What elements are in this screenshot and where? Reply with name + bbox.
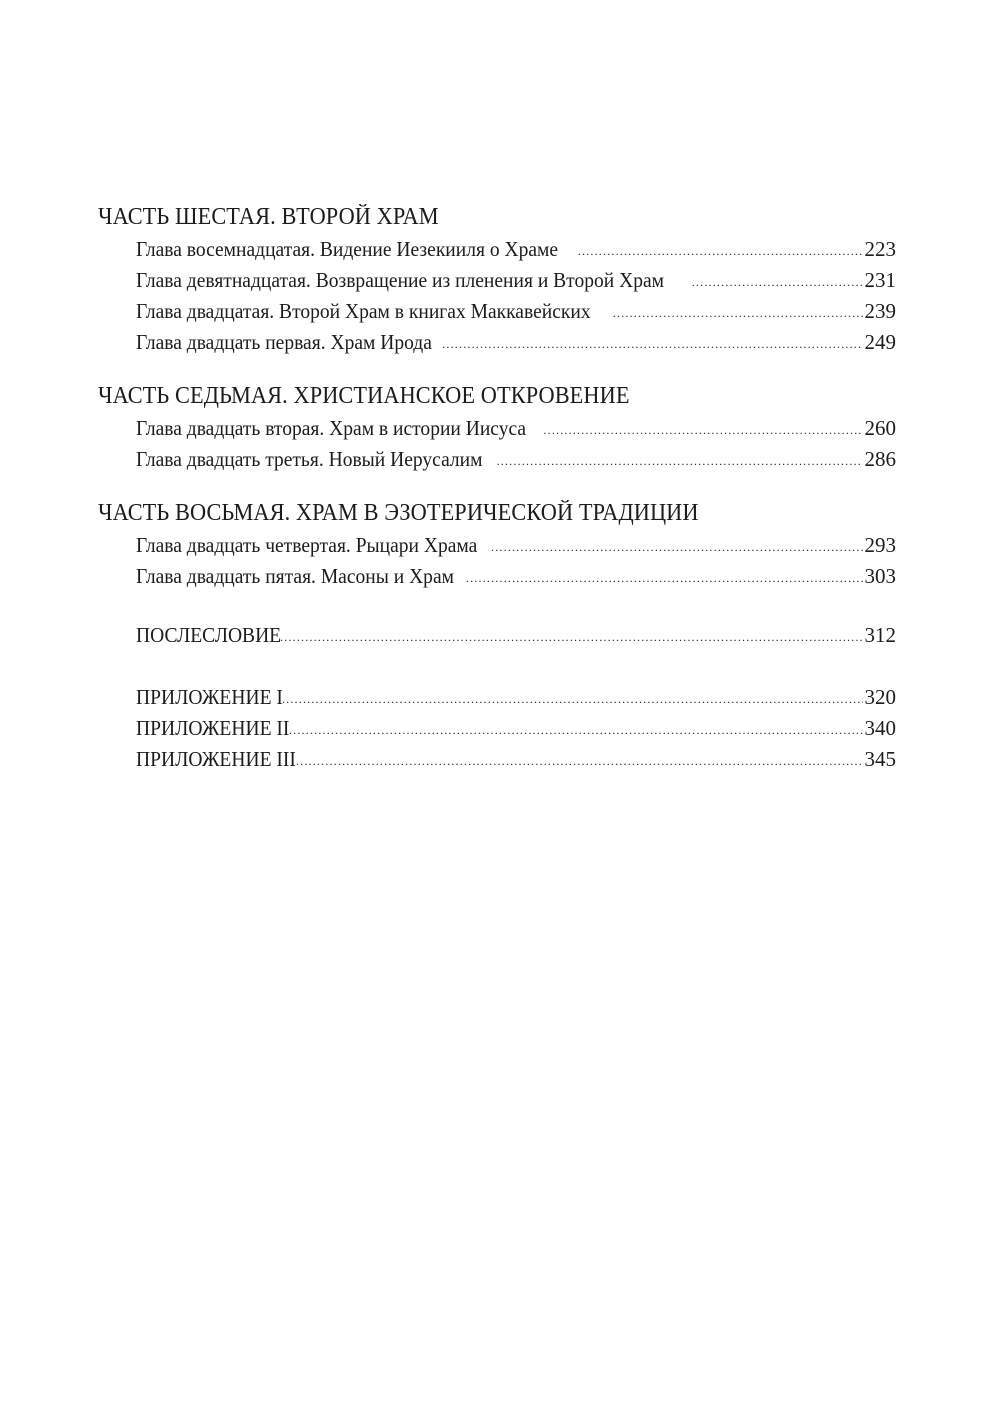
- dot-leader: [543, 415, 862, 446]
- entry-label: ПОСЛЕСЛОВИЕ: [136, 623, 282, 647]
- page-number: 260: [864, 416, 896, 440]
- toc-entry[interactable]: [98, 296, 896, 327]
- dot-leader: [497, 446, 863, 477]
- entry-label: Глава двадцать вторая. Храм в истории Иисуса: [136, 416, 527, 440]
- page-number: 231: [864, 268, 896, 292]
- entry-label: Глава двадцать пятая. Масоны и Храм: [136, 564, 454, 588]
- toc-entry[interactable]: [98, 327, 896, 358]
- page-number: 340: [864, 716, 896, 740]
- entry-label: ПРИЛОЖЕНИЕ III: [136, 747, 296, 771]
- appendix-list: [98, 682, 896, 775]
- toc-entry[interactable]: [98, 444, 896, 475]
- page-number: 286: [864, 447, 896, 471]
- toc-entry-appendix[interactable]: [98, 744, 896, 775]
- chapter-list: [98, 413, 896, 475]
- entry-label: Глава двадцать третья. Новый Иерусалим: [136, 447, 483, 471]
- entry-label: Глава двадцать четвертая. Рыцари Храма: [136, 533, 478, 557]
- spacer: [98, 592, 896, 620]
- spacer: [98, 358, 896, 379]
- toc-entry[interactable]: [98, 265, 896, 296]
- page-number: 345: [864, 747, 896, 771]
- entry-label: ПРИЛОЖЕНИЕ I: [136, 685, 283, 709]
- entry-label: Глава двадцатая. Второй Храм в книгах Маккавейских: [136, 299, 591, 323]
- page-number: 223: [864, 237, 896, 261]
- dot-leader: [578, 236, 863, 267]
- dot-leader: [296, 746, 863, 777]
- page-number: 320: [864, 685, 896, 709]
- part-title: ЧАСТЬ ВОСЬМАЯ. ХРАМ В ЭЗОТЕРИЧЕСКОЙ ТРАДИЦИИ: [98, 500, 699, 526]
- dot-leader: [289, 715, 863, 746]
- dot-leader: [280, 622, 862, 653]
- entry-label: Глава девятнадцатая. Возвращение из пленения и Второй Храм: [136, 268, 664, 292]
- toc-entry[interactable]: [98, 234, 896, 265]
- toc-part-six: [98, 200, 896, 358]
- dot-leader: [466, 563, 863, 594]
- part-title: ЧАСТЬ ШЕСТАЯ. ВТОРОЙ ХРАМ: [98, 204, 439, 230]
- dot-leader: [613, 298, 863, 329]
- chapter-list: [98, 234, 896, 358]
- page-number: 312: [864, 623, 896, 647]
- afterword-list: [98, 620, 896, 651]
- toc-entry-appendix[interactable]: [98, 682, 896, 713]
- entry-label: ПРИЛОЖЕНИЕ II: [136, 716, 290, 740]
- spacer: [98, 651, 896, 682]
- toc-entry[interactable]: [98, 561, 896, 592]
- toc-entry-afterword[interactable]: [98, 620, 896, 651]
- dot-leader: [282, 684, 863, 715]
- table-of-contents: [98, 200, 896, 775]
- dot-leader: [491, 532, 862, 563]
- toc-entry-appendix[interactable]: [98, 713, 896, 744]
- toc-part-seven: [98, 379, 896, 475]
- page-number: 303: [864, 564, 896, 588]
- entry-label: Глава двадцать первая. Храм Ирода: [136, 330, 432, 354]
- toc-part-eight: [98, 496, 896, 592]
- page-number: 239: [864, 299, 896, 323]
- dot-leader: [442, 329, 862, 360]
- dot-leader: [692, 267, 863, 298]
- entry-label: Глава восемнадцатая. Видение Иезекииля о Храме: [136, 237, 559, 261]
- page-number: 293: [864, 533, 896, 557]
- toc-entry[interactable]: [98, 530, 896, 561]
- part-title: ЧАСТЬ СЕДЬМАЯ. ХРИСТИАНСКОЕ ОТКРОВЕНИЕ: [98, 383, 630, 409]
- page-number: 249: [864, 330, 896, 354]
- spacer: [98, 475, 896, 496]
- chapter-list: [98, 530, 896, 592]
- toc-entry[interactable]: [98, 413, 896, 444]
